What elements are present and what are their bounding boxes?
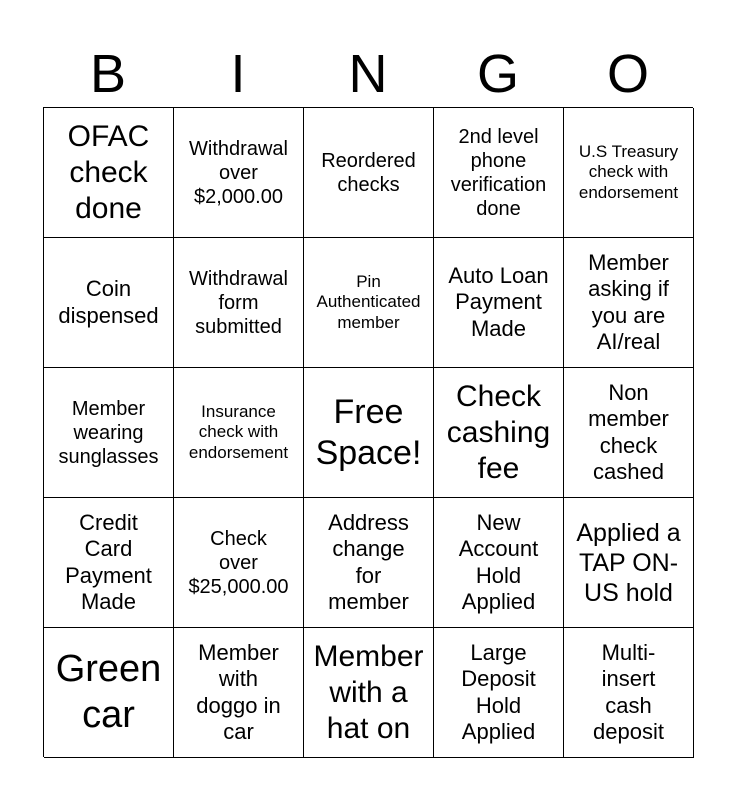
- cell-text: Member with doggo in car: [196, 639, 281, 744]
- cell-text: Non member check cashed: [588, 379, 669, 484]
- bingo-header: [43, 40, 693, 108]
- cell-text: U.S Treasury check with endorsement: [578, 141, 679, 202]
- cell-text: Insurance check with endorsement: [188, 401, 289, 462]
- bingo-cell-r1-c4[interactable]: [564, 238, 694, 368]
- bingo-cell-r4-c1[interactable]: [174, 628, 304, 758]
- bingo-cell-r4-c2[interactable]: [304, 628, 434, 758]
- cell-text: Green car: [55, 647, 162, 736]
- bingo-cell-r0-c3[interactable]: [434, 108, 564, 238]
- bingo-cell-r2-c3[interactable]: [434, 368, 564, 498]
- bingo-cell-r1-c1[interactable]: [174, 238, 304, 368]
- bingo-cell-r4-c4[interactable]: [564, 628, 694, 758]
- cell-text: Withdrawal over $2,000.00: [189, 137, 288, 208]
- cell-text: Address change for member: [328, 509, 409, 614]
- bingo-cell-r2-c0[interactable]: [44, 368, 174, 498]
- cell-text: Coin dispensed: [58, 276, 159, 328]
- bingo-cell-r4-c0[interactable]: [44, 628, 174, 758]
- cell-text: Member asking if you are AI/real: [588, 249, 669, 354]
- header-letter-i: I: [230, 44, 246, 104]
- bingo-cell-r0-c1[interactable]: [174, 108, 304, 238]
- header-letter-b: B: [89, 44, 127, 104]
- cell-text: Member with a hat on: [313, 639, 424, 745]
- cell-text: 2nd level phone verification done: [450, 125, 547, 220]
- bingo-grid: [43, 107, 693, 757]
- cell-text: Large Deposit Hold Applied: [461, 639, 536, 744]
- cell-text: Free Space!: [315, 392, 422, 472]
- cell-text: Multi- insert cash deposit: [593, 639, 664, 744]
- cell-text: New Account Hold Applied: [458, 509, 539, 614]
- bingo-cell-r3-c4[interactable]: [564, 498, 694, 628]
- header-letter-g: G: [476, 44, 519, 104]
- cell-text: Pin Authenticated member: [316, 271, 421, 332]
- bingo-cell-r0-c2[interactable]: [304, 108, 434, 238]
- cell-text: Check cashing fee: [446, 379, 551, 485]
- cell-text: Withdrawal form submitted: [189, 267, 288, 338]
- bingo-cell-r3-c0[interactable]: [44, 498, 174, 628]
- bingo-cell-r2-c1[interactable]: [174, 368, 304, 498]
- bingo-cell-r0-c4[interactable]: [564, 108, 694, 238]
- bingo-cell-r2-c4[interactable]: [564, 368, 694, 498]
- free-space-cell[interactable]: [304, 368, 434, 498]
- cell-text: Applied a TAP ON- US hold: [576, 518, 681, 607]
- bingo-cell-r3-c1[interactable]: [174, 498, 304, 628]
- bingo-cell-r1-c0[interactable]: [44, 238, 174, 368]
- bingo-cell-r0-c0[interactable]: [44, 108, 174, 238]
- bingo-cell-r1-c2[interactable]: [304, 238, 434, 368]
- bingo-cell-r3-c3[interactable]: [434, 498, 564, 628]
- bingo-cell-r4-c3[interactable]: [434, 628, 564, 758]
- cell-text: OFAC check done: [67, 119, 150, 225]
- bingo-cell-r1-c3[interactable]: [434, 238, 564, 368]
- cell-text: Credit Card Payment Made: [65, 509, 152, 614]
- header-letter-o: O: [606, 44, 649, 104]
- cell-text: Check over $25,000.00: [188, 527, 289, 598]
- bingo-cell-r3-c2[interactable]: [304, 498, 434, 628]
- cell-text: Member wearing sunglasses: [58, 397, 159, 468]
- header-letter-n: N: [348, 44, 388, 104]
- cell-text: Auto Loan Payment Made: [448, 262, 549, 341]
- cell-text: Reordered checks: [321, 149, 416, 196]
